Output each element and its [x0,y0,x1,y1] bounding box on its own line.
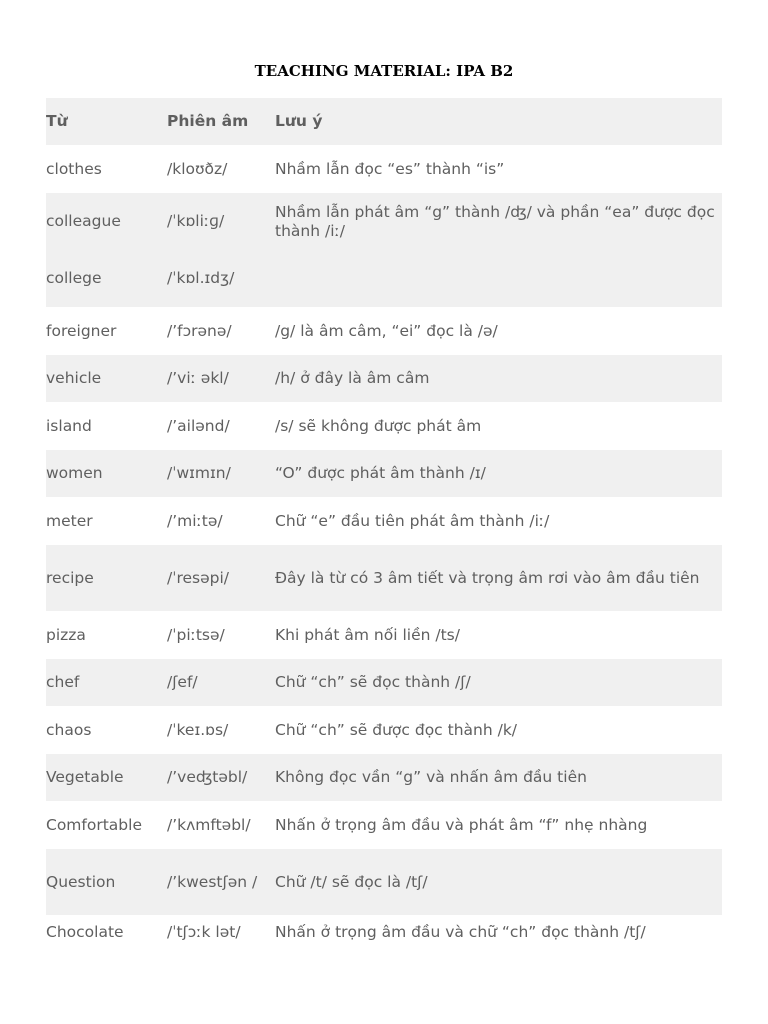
note-cell: Khi phát âm nối liền /ts/ [275,625,460,644]
ipa-cell: /’kʌmftəbl/ [167,815,251,834]
table-row [46,545,722,611]
ipa-cell: /’viː əkl/ [167,355,275,402]
note-cell: Chữ “ch” sẽ đọc thành /ʃ/ [275,659,722,706]
table-row [46,754,722,801]
ipa-cell: /’ailənd/ [167,416,230,435]
word-cell: Chocolate [46,922,124,941]
header-note: Lưu ý [275,98,722,145]
note-cell: Chữ “e” đầu tiên phát âm thành /iː/ [275,511,550,530]
word-cell: island [46,416,92,435]
ipa-cell: /kloʊðz/ [167,159,228,178]
note-cell: Chữ “ch” sẽ được đọc thành /k/ [275,720,518,739]
table-row [46,659,722,706]
table-row [46,193,722,250]
note-cell: /s/ sẽ không được phát âm [275,416,482,435]
header-ipa: Phiên âm [167,98,275,145]
table-row [46,611,722,659]
word-cell: Vegetable [46,754,167,801]
note-cell: Nhầm lẫn phát âm “g” thành /ʤ/ và phần “ea” được đọc thành /iː/ [275,193,722,250]
word-cell: clothes [46,159,102,178]
word-cell: Question [46,849,167,915]
ipa-cell: /ˈkeɪ.ɒs/ [167,720,229,739]
word-cell: college [46,250,167,307]
ipa-cell: /ˈkɒl.ɪdʒ/ [167,250,275,307]
ipa-cell: /ˈtʃɔːk lət/ [167,922,241,941]
note-cell: Đây là từ có 3 âm tiết và trọng âm rơi vào âm đầu tiên [275,545,722,611]
note-cell [275,250,722,307]
ipa-cell: /’veʤtəbl/ [167,754,275,801]
ipa-cell: /ˈwɪmɪn/ [167,450,275,497]
word-cell: Comfortable [46,815,142,834]
note-cell: Không đọc vần “g” và nhấn âm đầu tiên [275,754,722,801]
word-cell: recipe [46,545,167,611]
ipa-cell: /ʃef/ [167,659,275,706]
note-cell: “O” được phát âm thành /ɪ/ [275,450,722,497]
note-cell: /g/ là âm câm, “ei” đọc là /ə/ [275,321,498,340]
vocabulary-table [46,98,722,949]
ipa-cell: /’fɔrənə/ [167,321,232,340]
table-row [46,915,722,949]
table-row [46,355,722,402]
table-row [46,801,722,849]
table-row [46,706,722,754]
ipa-cell: /ˈpiːtsə/ [167,625,225,644]
ipa-cell: /ˈkɒliːɡ/ [167,193,275,250]
table-row [46,307,722,355]
word-cell: colleague [46,193,167,250]
table-row [46,250,722,307]
table-header-row [46,98,722,145]
ipa-cell: /’kwestʃən / [167,849,275,915]
note-cell: Nhấn ở trọng âm đầu và chữ “ch” đọc thành /tʃ/ [275,922,646,941]
word-cell: women [46,450,167,497]
word-cell: chaos [46,720,92,739]
word-cell: vehicle [46,355,167,402]
word-cell: pizza [46,625,86,644]
word-cell: chef [46,659,167,706]
word-cell: foreigner [46,321,117,340]
table-row [46,402,722,450]
ipa-cell: /ˈresəpi/ [167,545,275,611]
note-cell: Chữ /t/ sẽ đọc là /tʃ/ [275,849,722,915]
header-word: Từ [46,98,167,145]
table-row [46,497,722,545]
note-cell: Nhầm lẫn đọc “es” thành “is” [275,159,505,178]
note-cell: /h/ ở đây là âm câm [275,355,722,402]
note-cell: Nhấn ở trọng âm đầu và phát âm “f” nhẹ nhàng [275,815,648,834]
table-row [46,849,722,915]
table-row [46,450,722,497]
word-cell: meter [46,511,93,530]
document-title: TEACHING MATERIAL: IPA B2 [254,62,514,80]
ipa-cell: /’miːtə/ [167,511,223,530]
table-row [46,145,722,193]
